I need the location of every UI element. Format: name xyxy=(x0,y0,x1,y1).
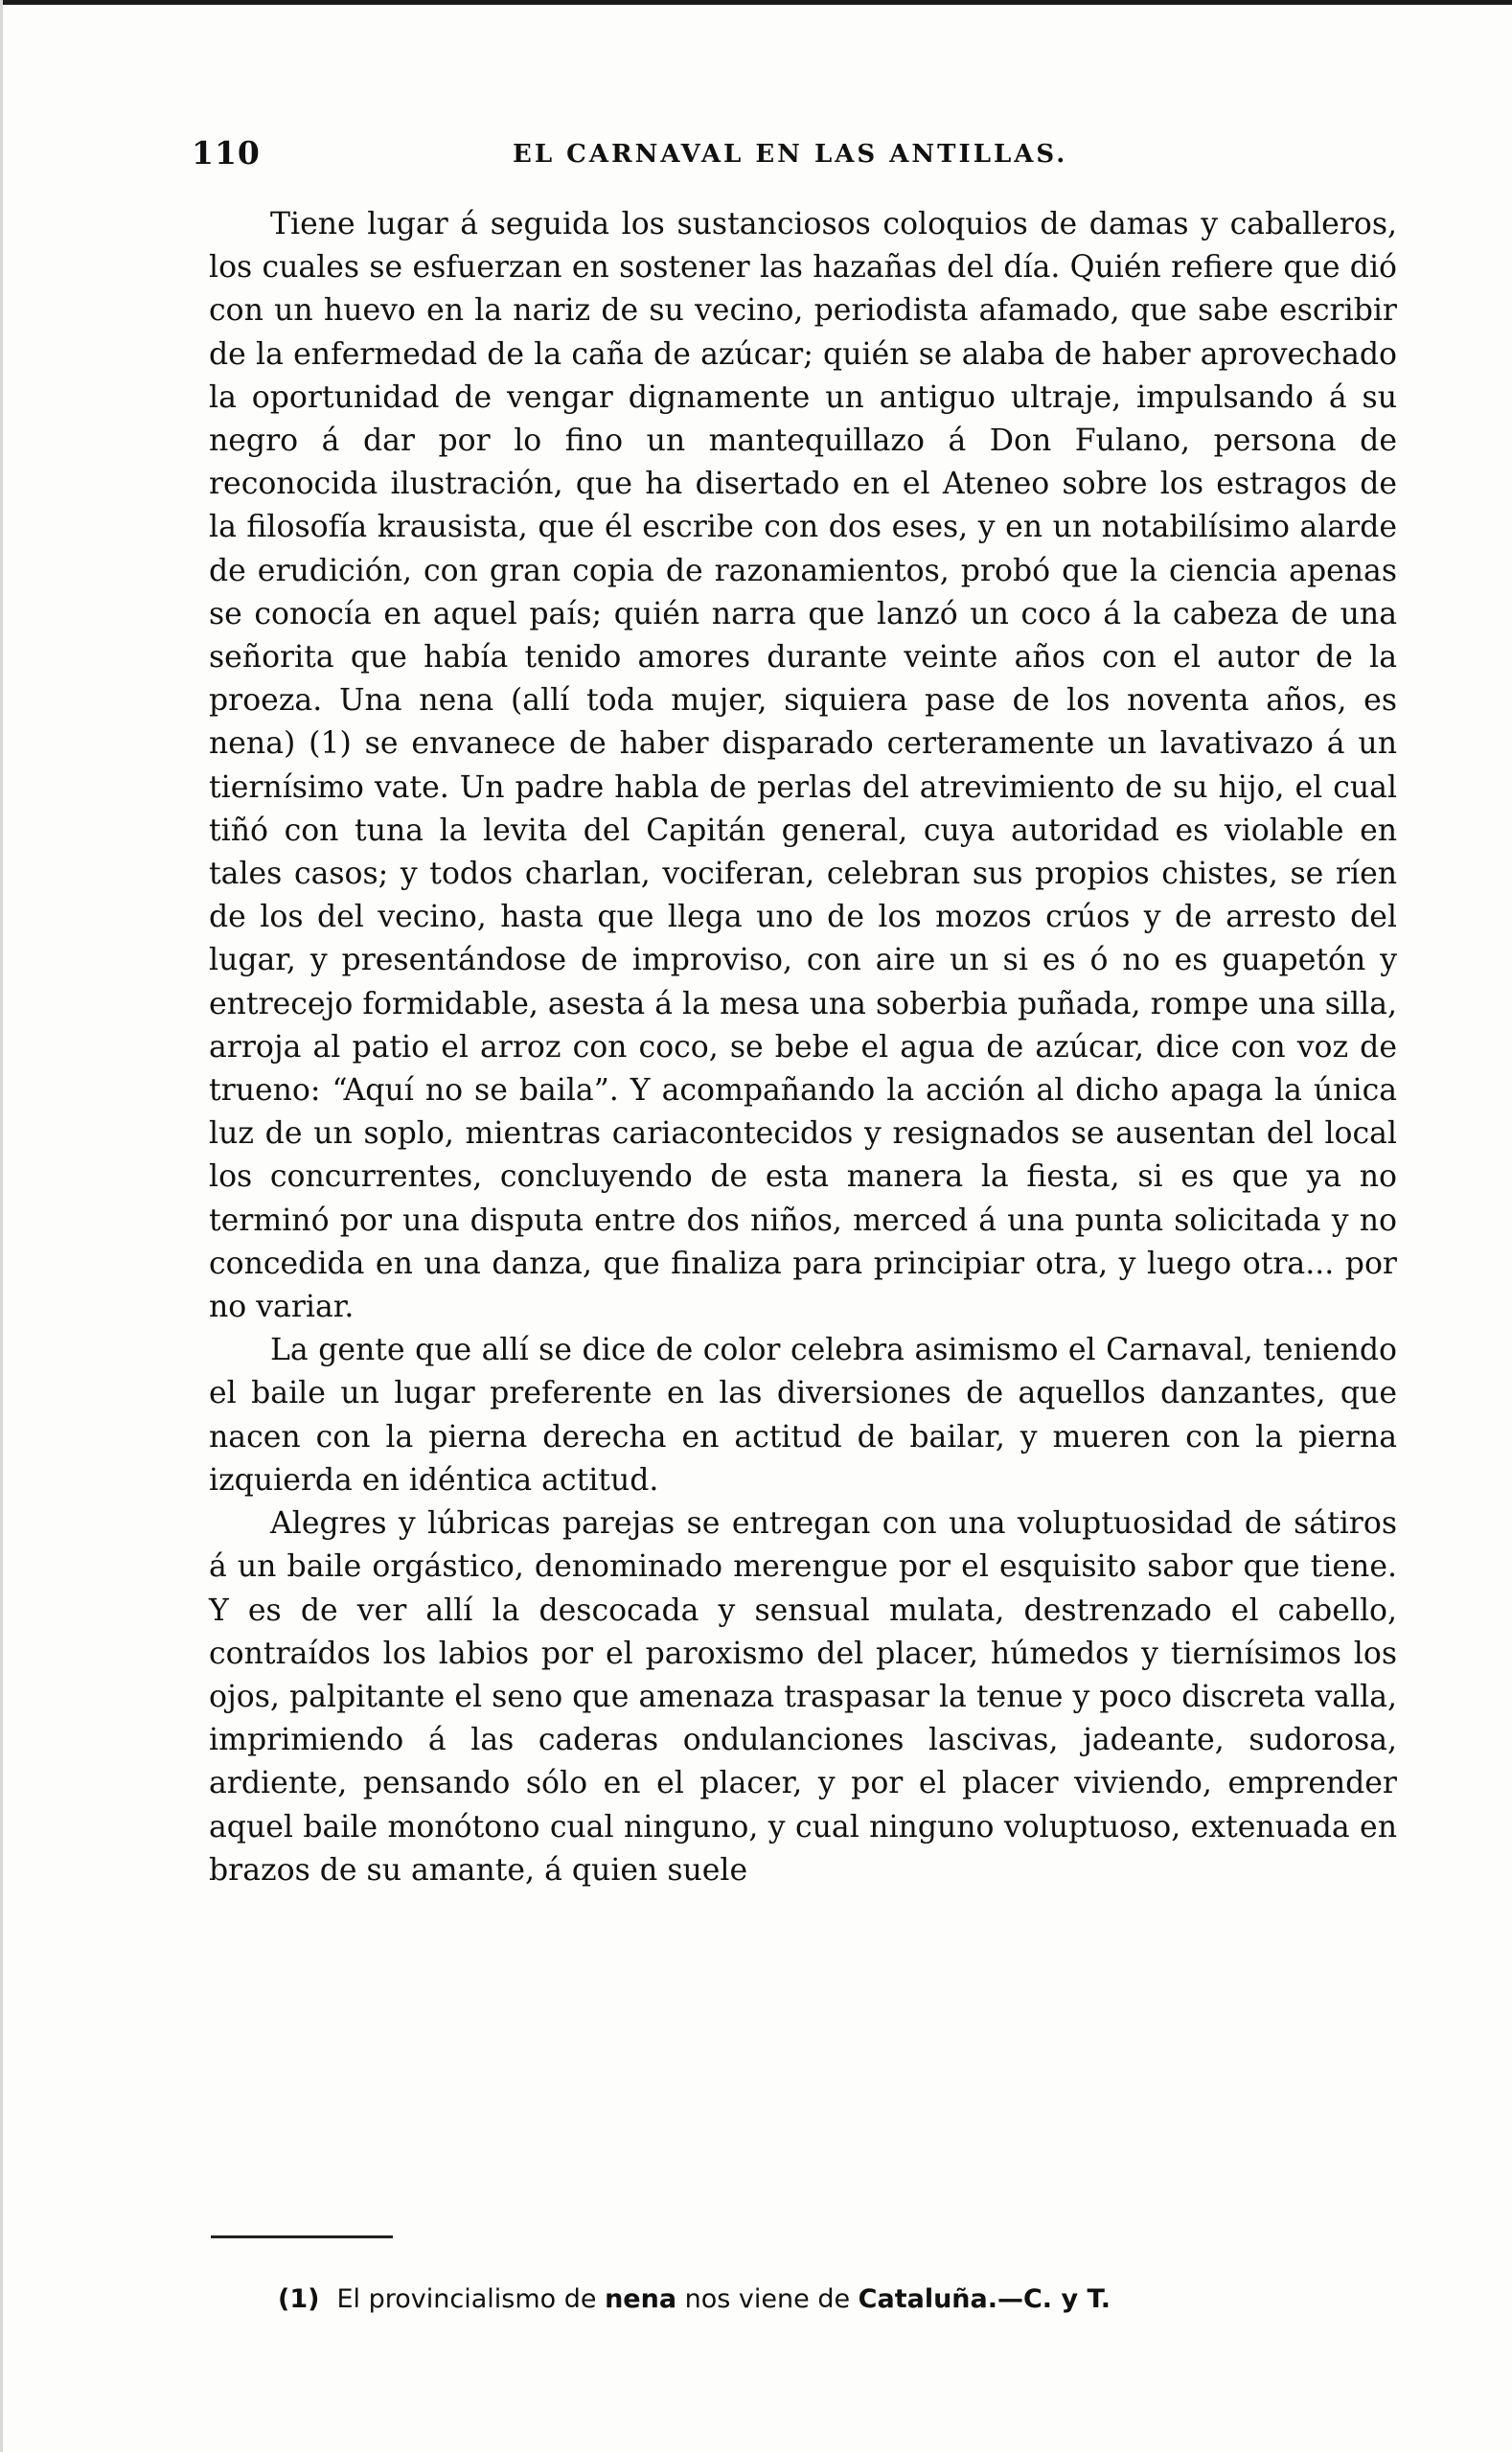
footnote-mark: (1) xyxy=(278,2284,320,2314)
paragraph: Tiene lugar á seguida los sustanciosos coloquios de damas y caballeros, los cuales se esfuerzan en sostener las hazañas del día. Quién refiere que dió con un huevo en la nariz de su vecino, periodista afamado, que sabe escribir de la enfermedad de la caña de azúcar; quién se alaba de haber aprovechado la oportunidad de vengar dignamente un antiguo ultraje, impulsando á su negro á dar por lo fino un mantequillazo á Don Fulano, persona de reconocida ilustración, que ha disertado en el Ateneo sobre los estragos de la filosofía krausista, que él escribe con dos eses, y en un notabilísimo alarde de erudición, con gran copia de razonamientos, probó que la ciencia apenas se conocía en aquel país; quién narra que lanzó un coco á la cabeza de una señorita que había tenido amores durante veinte años con el autor de la proeza. Una nena (allí toda mujer, siquiera pase de los noventa años, es nena) (1) se envanece de haber disparado certeramente un lavativazo á un tiernísimo vate. Un padre habla de perlas del atrevimiento de su hijo, el cual tiñó con tuna la levita del Capitán general, cuya autoridad es violable en tales casos; y todos charlan, vociferan, celebran sus propios chistes, se ríen de los del vecino, hasta que llega uno de los mozos crúos y de arresto del lugar, y presentándose de improviso, con aire un si es ó no es guapetón y entrecejo formidable, asesta á la mesa una soberbia puñada, rompe una silla, arroja al patio el arroz con coco, se bebe el agua de azúcar, dice con voz de trueno: “Aquí no se baila”. Y acompañando la acción al dicho apaga la única luz de un soplo, mientras cariacontecidos y resignados se ausentan del local los concurrentes, concluyendo de esta manera la fiesta, si es que ya no terminó por una disputa entre dos niños, merced á una punta solicitada y no concedida en una danza, que finaliza para principiar otra, y luego otra... por no variar. xyxy=(209,207,1397,1325)
footnote-text-middle: nos viene de xyxy=(676,2284,859,2314)
footnote-text: El provincialismo de xyxy=(336,2284,606,2314)
running-title: EL CARNAVAL EN LAS ANTILLAS. xyxy=(513,140,1068,169)
footnote-term: nena xyxy=(605,2284,677,2314)
paragraph: La gente que allí se dice de color celebra asimismo el Carnaval, teniendo el baile un lugar preferente en las diversiones de aquellos danzantes, que nacen con la pierna derecha en actitud de bailar, y mueren con la pierna izquierda en idéntica actitud. xyxy=(209,1333,1397,1498)
page-header xyxy=(192,134,1389,182)
footnote xyxy=(278,2284,1332,2314)
footnote-rule xyxy=(211,2235,393,2238)
scan-left-edge xyxy=(0,0,3,2452)
body-text xyxy=(209,203,1397,1892)
page-number: 110 xyxy=(192,134,261,172)
scan-top-edge xyxy=(0,0,1512,5)
footnote-attribution: Cataluña.—C. y T. xyxy=(858,2284,1111,2314)
paragraph: Alegres y lúbricas parejas se entregan con una voluptuosidad de sátiros á un baile orgástico, denominado merengue por el esquisito sabor que tiene. Y es de ver allí la descocada y sensual mulata, destrenzado el cabello, contraídos los labios por el paroxismo del placer, húmedos y tiernísimos los ojos, palpitante el seno que amenaza traspasar la tenue y poco discreta valla, imprimiendo á las caderas ondulanciones lascivas, jadeante, sudorosa, ardiente, pensando sólo en el placer, y por el placer viviendo, emprender aquel baile monótono cual ninguno, y cual ninguno voluptuoso, extenuada en brazos de su amante, á quien suele xyxy=(209,1506,1397,1888)
